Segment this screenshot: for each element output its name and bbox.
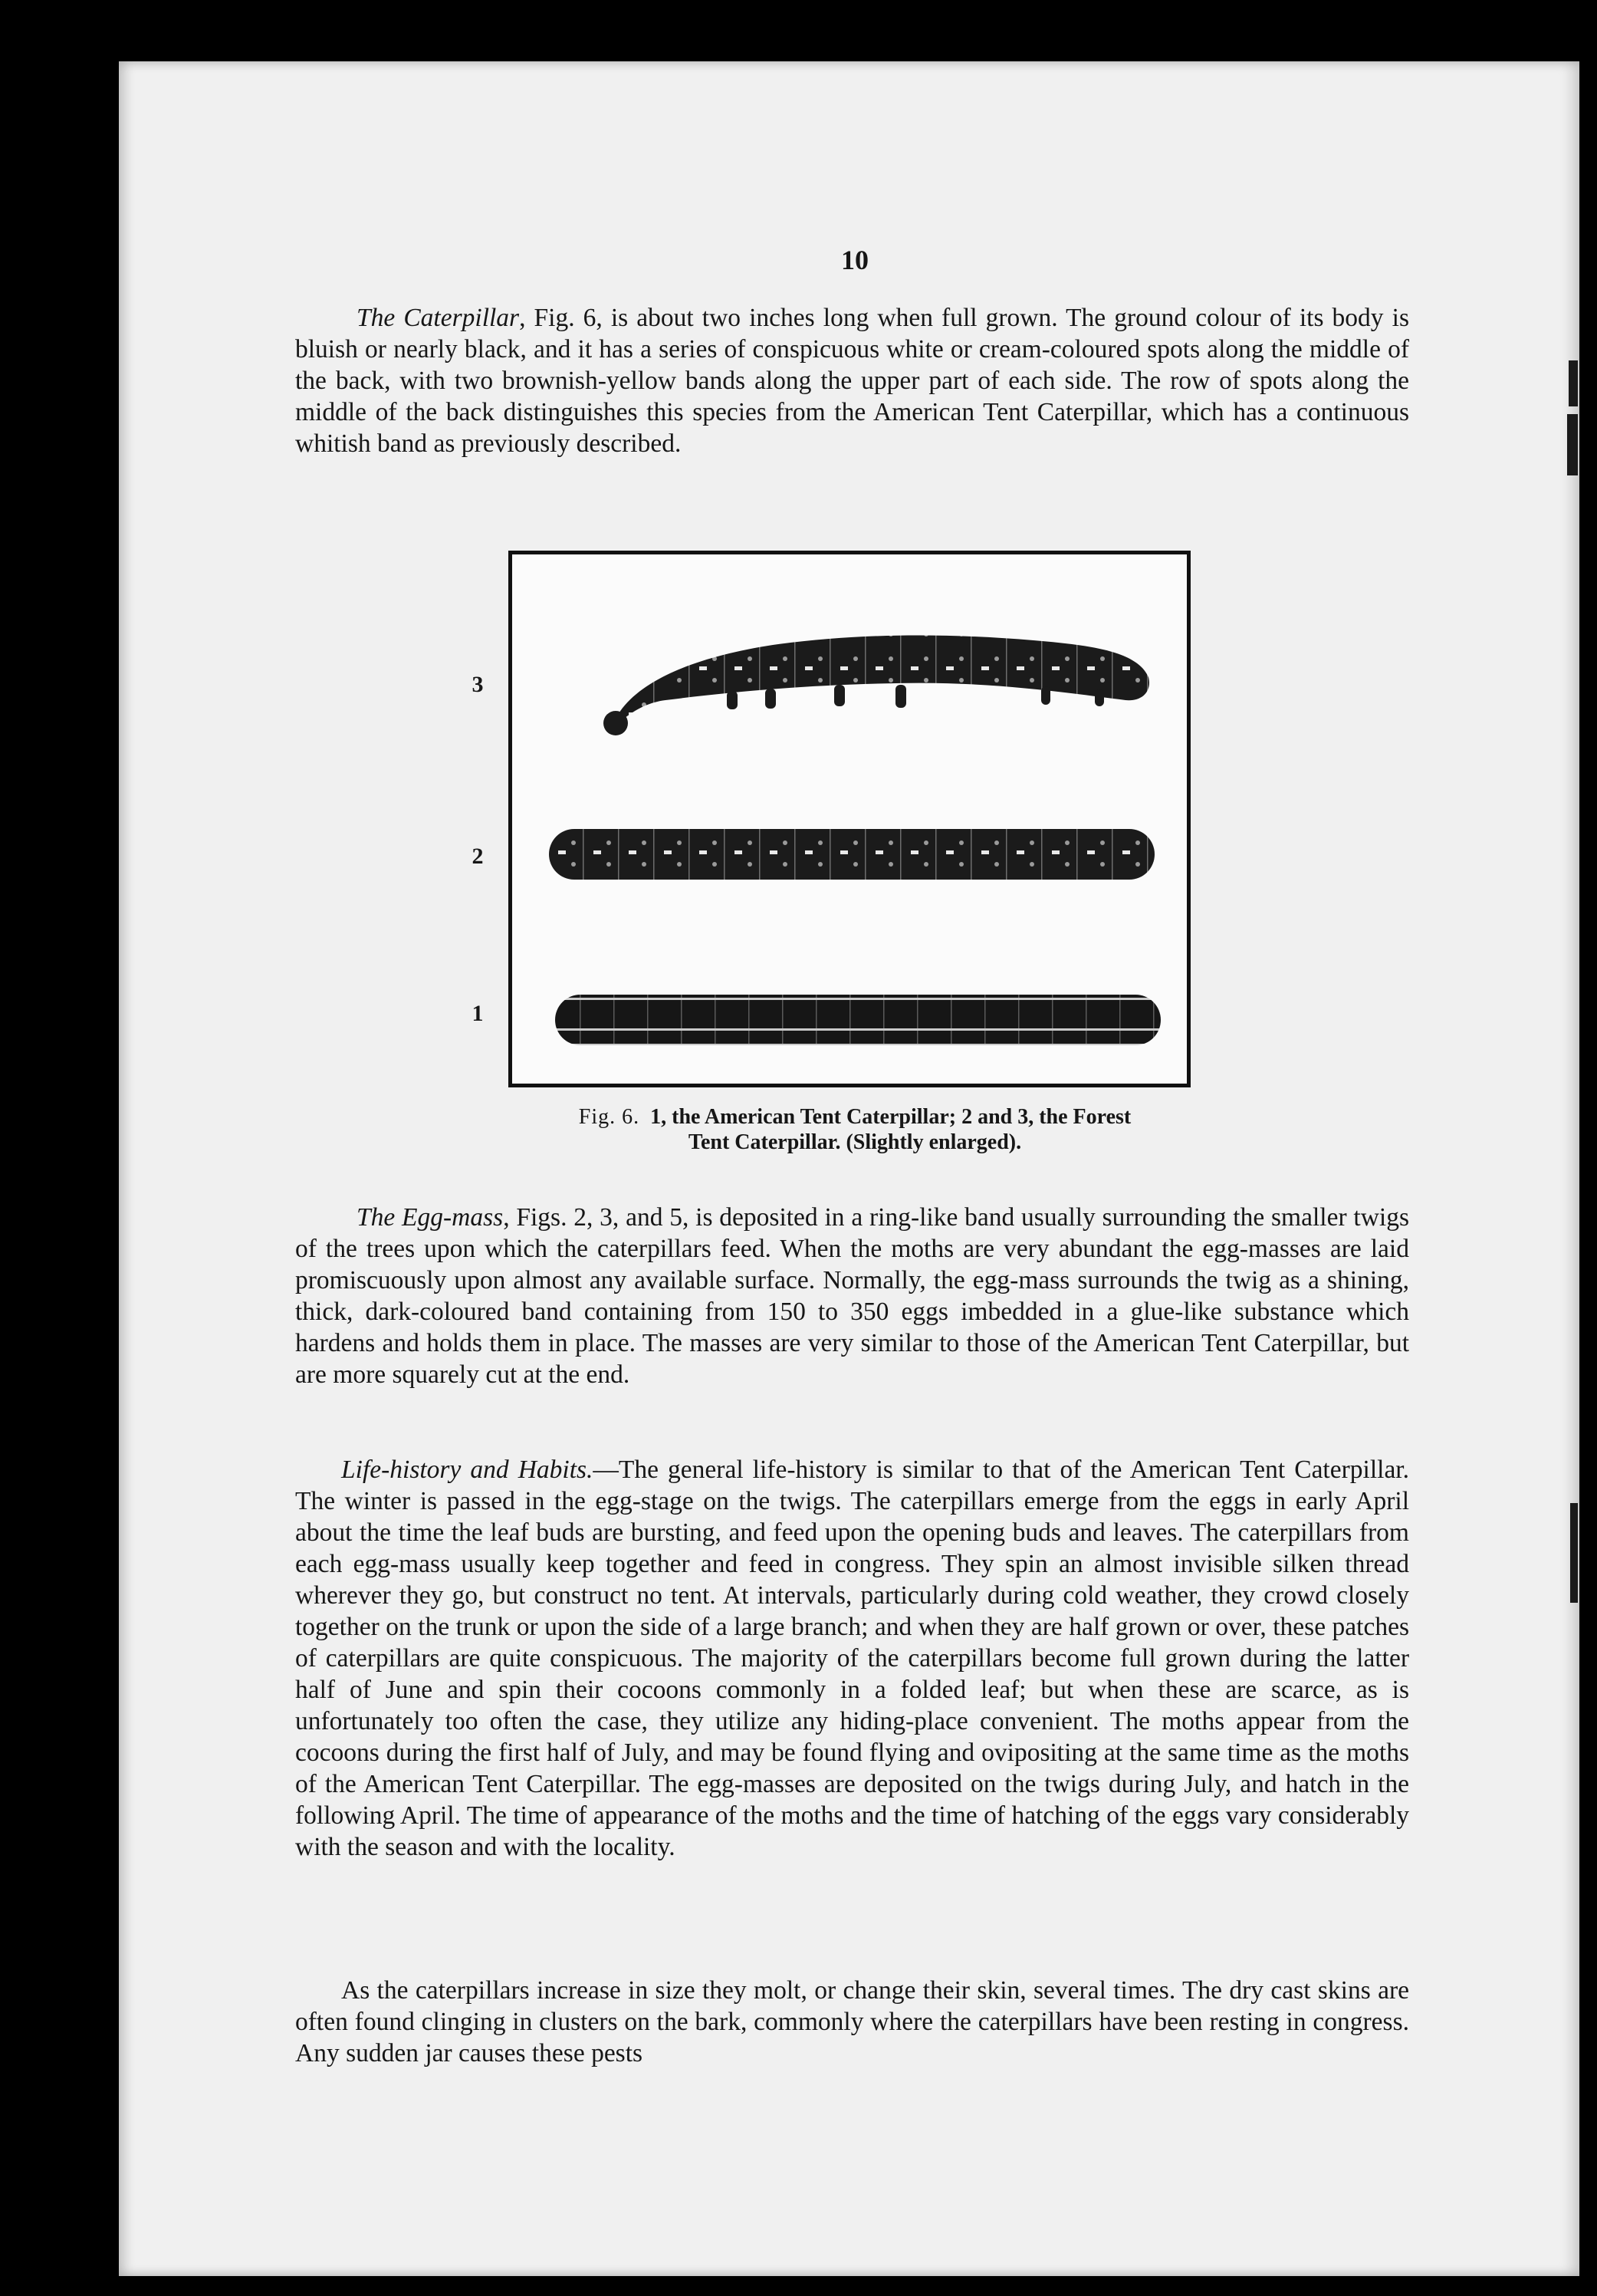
paragraph-molting bbox=[295, 1975, 1409, 2069]
caption-line-2: Tent Caterpillar. (Slightly enlarged). bbox=[688, 1130, 1022, 1154]
paragraph-heading: The Egg-mass bbox=[357, 1203, 504, 1232]
caterpillar-3 bbox=[612, 635, 1149, 727]
caterpillar-photo-graphic bbox=[512, 554, 1187, 1084]
paragraph-text: , Fig. 6, is about two inches long when full grown. The ground colour of its body is bluish or nearly black, and it has a series of conspicuous white or cream-coloured spots along the middle of the back, with two brownish-yellow bands along the upper part of each side. The row of spots along the middle of the back distinguishes this species from the American Tent Caterpillar, which has a continuous whitish band as previously described. bbox=[295, 304, 1409, 458]
paragraph-caterpillar bbox=[295, 302, 1409, 459]
page-number: 10 bbox=[841, 245, 869, 275]
caption-line-1 bbox=[510, 1104, 1200, 1130]
caterpillar-photo bbox=[508, 551, 1191, 1087]
figure-label-1: 1 bbox=[472, 1001, 484, 1026]
scan-edge-mark bbox=[1567, 414, 1578, 475]
paragraph-egg-mass bbox=[295, 1202, 1409, 1390]
caterpillar-1 bbox=[555, 995, 1161, 1045]
paragraph-text: , Figs. 2, 3, and 5, is deposited in a ring-like band usually surrounding the smaller twigs of the trees upon which the caterpillars feed. When the moths are very abundant the egg-masses are laid promiscuously upon almost any available surface. Normally, the egg-mass surrounds the twig as a shining, thick, dark-coloured band containing from 150 to 350 eggs imbedded in a glue-like substance which hardens and holds them in place. The masses are very similar to those of the American Tent Caterpillar, but are more squarely cut at the end. bbox=[295, 1203, 1409, 1389]
figure-caption bbox=[510, 1104, 1200, 1155]
paragraph-text: As the caterpillars increase in size they molt, or change their skin, several times. The dry cast skins are often found clinging in clusters on the bark, commonly where the caterpillars have been resting in congress. Any sudden jar causes these pests bbox=[295, 1976, 1409, 2067]
paragraph-text: —The general life-history is similar to that of the American Tent Caterpillar. The winter is passed in the egg-stage on the twigs. The caterpillars emerge from the eggs in early April about the time the leaf buds are bursting, and feed upon the opening buds and leaves. The caterpillars from each egg-mass usually keep together and feed in congress. They spin an almost invisible silken thread wherever they go, but construct no tent. At intervals, particularly during cold weather, they crowd closely together on the trunk or upon the side of a large branch; and when they are half grown or over, these patches of caterpillars are quite conspicuous. The majority of the caterpillars become full grown during the latter half of June and spin their cocoons commonly in a folded leaf; but when these are scarce, as is unfortunately too often the case, they utilize any hiding-place convenient. The moths appear from the cocoons during the first half of July, and may be found flying and ovipositing at the same time as the moths of the American Tent Caterpillar. The egg-masses are deposited on the twigs during July, and hatch in the following April. The time of appearance of the moths and the time of hatching of the eggs vary considerably with the season and with the locality. bbox=[295, 1456, 1409, 1861]
figure-label-2: 2 bbox=[472, 844, 484, 869]
figure-label-3: 3 bbox=[472, 672, 484, 697]
paragraph-heading: Life-history and Habits. bbox=[341, 1456, 593, 1484]
caterpillar-2 bbox=[549, 829, 1155, 880]
scan-edge-mark bbox=[1570, 1503, 1578, 1603]
paragraph-life-history bbox=[295, 1454, 1409, 1863]
paragraph-heading: The Caterpillar bbox=[357, 304, 520, 332]
caption-text-1: 1, the American Tent Caterpillar; 2 and 3, the Forest bbox=[650, 1105, 1132, 1129]
caption-figure-number: Fig. 6. bbox=[578, 1105, 640, 1129]
scan-edge-mark bbox=[1569, 360, 1578, 406]
